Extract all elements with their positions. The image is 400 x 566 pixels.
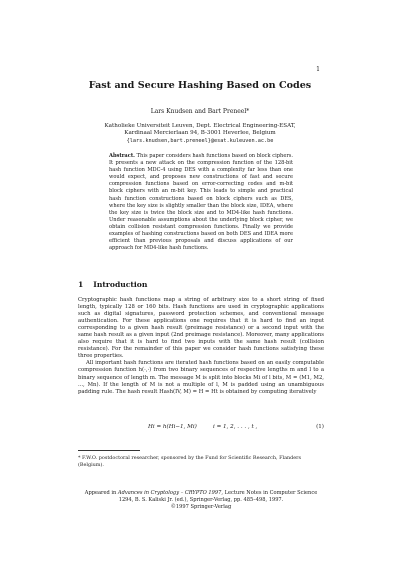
copyright-line: ©1997 Springer-Verlag (170, 504, 232, 511)
publication-venue: Advances in Cryptology – CRYPTO 1997 (117, 490, 222, 496)
publication-prefix: Appeared in (84, 490, 117, 496)
author-list: Lars Knudsen and Bart Preneel* (150, 108, 250, 115)
paper-title: Fast and Secure Hashing Based on Codes (88, 80, 312, 91)
equation-lhs: Hi = h(Hi−1, Mi) (148, 424, 197, 430)
paragraph-1: Cryptographic hash functions map a string of arbitrary size to a short string of fixed length, typically 128 or 160 bits. Hash functions are used in cryptographic applications such as digital signatures, password protection schemes, and conventional message authentication. For these applications one requires that it is hard to find an input corresponding to a given hash result (preimage resistance) or a second input with the same hash result as a given input (2nd preimage resistance). Moreover, many applications also require that it is hard to find two inputs with the same hash result (collision resistance). For the remainder of this paper we consider hash functions satisfying these three properties. (78, 297, 324, 360)
affiliation-line-1: Katholieke Universiteit Leuven, Dept. Electrical Engineering-ESAT, (104, 123, 296, 129)
abstract (109, 153, 293, 252)
publication-details: , Lecture Notes in Computer Science 1294, B. S. Kaliski Jr. (ed.), Springer-Verlag, pp. 485–498, 1997. (118, 490, 318, 504)
equation-1 (78, 424, 324, 433)
section-heading (78, 280, 147, 289)
footnote-rule (78, 450, 140, 451)
affiliation-line-2: Kardinaal Mercierlaan 94, B-3001 Heverlee, Belgium (124, 130, 276, 137)
section-title: Introduction (93, 280, 148, 289)
equation-rhs: i = 1, 2, . . . , t , (213, 424, 258, 430)
footnote: * F.W.O. postdoctoral researcher, sponsored by the Fund for Scientific Research, Flanders (Belgium). (78, 455, 302, 468)
abstract-label: Abstract. (109, 153, 135, 159)
author-email: {lars.knudsen,bart.preneel}@esat.kuleuven.ac.be (126, 137, 274, 144)
section-number: 1 (78, 280, 84, 289)
abstract-text: This paper considers hash functions based on block ciphers. It presents a new attack on the compression function of the 128-bit hash function MDC-4 using DES with a complexity far less than one would expect, and proposes new constructions of fast and secure compression functions based on error-correcting codes and m-bit block ciphers with an m-bit key. This leads to simple and practical hash function constructions based on block ciphers such as DES, where the key size is slightly smaller than the block size, IDEA, where the key size is twice the block size and to MD4-like hash functions. Under reasonable assumptions about the underlying block cipher, we obtain collision resistant compression functions. Finally we provide examples of hashing constructions based on both DES and IDEA more efficient than previous proposals and discuss applications of our approach for MD4-like hash functions. (109, 153, 294, 252)
publication-note (78, 490, 324, 512)
section-body (78, 297, 324, 396)
affiliation-block (0, 123, 400, 145)
equation-number: (1) (316, 424, 324, 430)
page-number: 1 (316, 66, 320, 73)
paragraph-2: All important hash functions are iterated hash functions based on an easily computable compression function h(·,·) from two binary sequences of respective lengths m and l to a binary sequence of length m. The message M is split into blocks Mi of l bits, M = (M1, M2, ..., Mn). If the length of M is not a multiple of l, M is padded using an unambiguous padding rule. The hash result Hash(IV, M) = H = Ht is obtained by computing iteratively (78, 360, 324, 395)
